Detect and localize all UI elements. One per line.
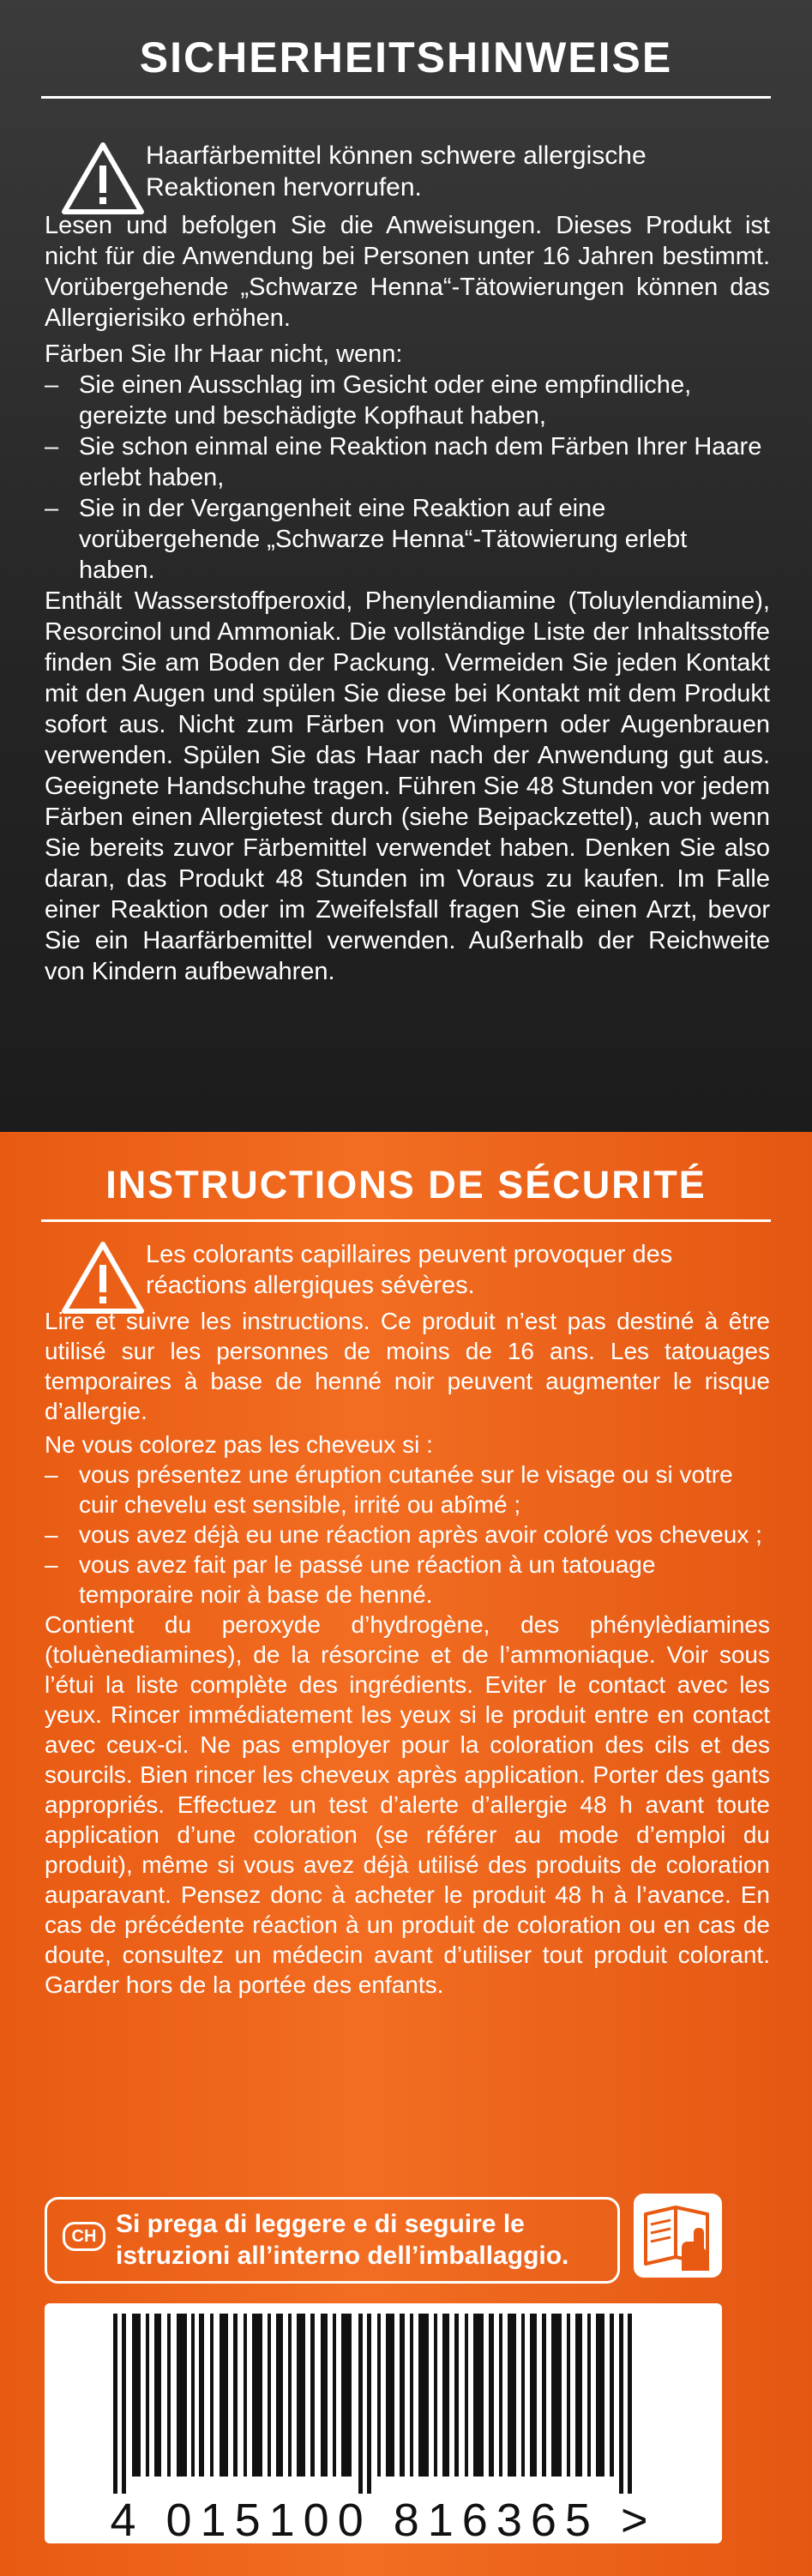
ch-notice-box: [45, 2197, 620, 2284]
german-list-item: – Sie einen Ausschlag im Gesicht oder eine empfindliche, gereizte und beschädigte Kopfhaut haben,: [45, 370, 770, 431]
warning-triangle-icon: [60, 1239, 146, 1316]
german-body: [45, 210, 770, 987]
french-paragraph-2: Contient du peroxyde d’hydrogène, des phénylèdiamines (toluènediamines), de la résorcine et de l’ammoniaque. Voir sous l’étui la liste complète des ingrédients. Eviter le contact avec les yeux. Rincer immédiatement les yeux si le produit entre en contact avec ceux-ci. Ne pas employer pour la coloration des cils et des sourcils. Bien rincer les cheveux après application. Porter des gants appropriés. Effectuez un test d’alerte d’allergie 48 h avant toute application d’une coloration (se référer au mode d’emploi du produit), même si vous avez déjà utilisé des produits de coloration auparavant. Pensez donc à acheter le produit 48 h à l’avance. En cas de précédente réaction à un produit de coloration ou en cas de doute, consultez un médecin avant d’utiliser tout produit colorant. Garder hors de la portée des enfants.: [45, 1611, 770, 1998]
german-heading: SICHERHEITSHINWEISE: [41, 19, 771, 99]
german-paragraph-1: Lesen und befolgen Sie die Anweisungen. Dieses Produkt ist nicht für die Anwendung bei Personen unter 16 Jahren bestimmt. Vorübergehende „Schwarze Henna“-Tätowierungen können das Allergierisiko erhöhen.: [45, 212, 770, 332]
french-heading: INSTRUCTIONS DE SÉCURITÉ: [41, 1151, 771, 1222]
french-warning-text: Les colorants capillaires peuvent provoquer des réactions allergiques sévères.: [146, 1241, 673, 1299]
read-leaflet-icon: [629, 2188, 727, 2283]
warning-triangle-icon: [60, 140, 146, 217]
german-condition-list: [45, 370, 770, 586]
french-list-item: – vous avez fait par le passé une réaction à un tatouage temporaire noir à base de henné.: [45, 1550, 770, 1610]
ch-badge: CH: [63, 2222, 105, 2251]
barcode: [45, 2303, 722, 2546]
french-condition-list: [45, 1460, 770, 1610]
french-paragraph-1: Lire et suivre les instructions. Ce produit n’est pas destiné à être utilisé sur les personnes de moins de 16 ans. Les tatouages temporaires à base de henné noir peuvent augmenter le risque d’allergie.: [45, 1308, 770, 1424]
german-paragraph-2: Enthält Wasserstoffperoxid, Phenylendiamine (Toluylendiamine), Resorcinol und Ammoniak. Die vollständige Liste der Inhaltsstoffe finden Sie am Boden der Packung. Vermeiden Sie jeden Kontakt mit den Augen und spülen Sie diese bei Kontakt mit dem Produkt sofort aus. Nicht zum Färben von Wimpern oder Augenbrauen verwenden. Spülen Sie das Haar nach der Anwendung gut aus. Geeignete Handschuhe tragen. Führen Sie 48 Stunden vor jedem Färben einen Allergietest durch (siehe Beipackzettel), auch wenn Sie bereits zuvor Färbemittel verwendet haben. Denken Sie also daran, das Produkt 48 Stunden im Voraus zu kaufen. Im Falle einer Reaktion oder im Zweifelsfall fragen Sie einen Arzt, bevor Sie ein Haarfärbemittel verwenden. Außerhalb der Reichweite von Kindern aufbewahren.: [45, 587, 770, 985]
french-list-item: – vous présentez une éruption cutanée sur le visage ou si votre cuir chevelu est sensible, irrité ou abîmé ;: [45, 1460, 770, 1520]
german-list-intro: Färben Sie Ihr Haar nicht, wenn:: [45, 340, 403, 368]
german-warning-text: Haarfärbemittel können schwere allergische Reaktionen hervorrufen.: [146, 141, 647, 202]
barcode-bars: [69, 2314, 698, 2494]
german-safety-section: [0, 0, 812, 1132]
barcode-number: 4 015100 816365 >: [110, 2495, 657, 2546]
french-list-item: – vous avez déjà eu une réaction après avoir coloré vos cheveux ;: [45, 1520, 770, 1550]
french-list-intro: Ne vous colorez pas les cheveux si :: [45, 1431, 433, 1458]
german-list-item: – Sie in der Vergangenheit eine Reaktion auf eine vorübergehende „Schwarze Henna“-Tätowierung erlebt haben.: [45, 493, 770, 586]
french-safety-section: [0, 1132, 812, 2576]
ch-notice-text: Si prega di leggere e di seguire le istruzioni all’interno dell’imballaggio.: [116, 2210, 569, 2270]
french-body: [45, 1306, 770, 2000]
german-list-item: – Sie schon einmal eine Reaktion nach dem Färben Ihrer Haare erlebt haben,: [45, 431, 770, 493]
